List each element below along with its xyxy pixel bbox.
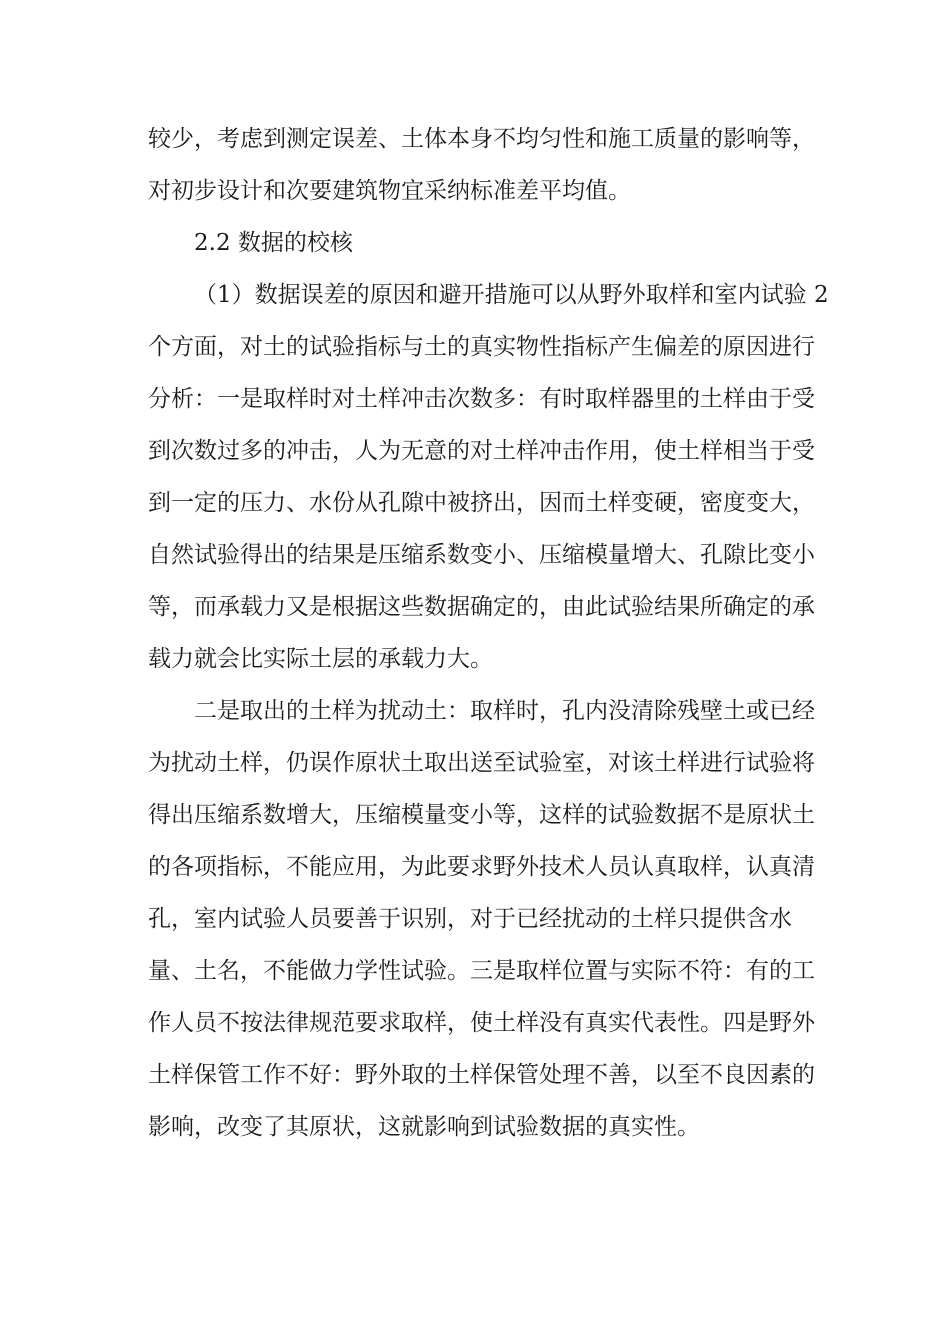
text-line: 对初步设计和次要建筑物宜采纳标准差平均值。 bbox=[148, 178, 631, 204]
text-line: 孔，室内试验人员要善于识别，对于已经扰动的土样只提供含水 bbox=[148, 906, 792, 932]
text-line: 到一定的压力、水份从孔隙中被挤出，因而土样变硬，密度变大， bbox=[148, 490, 815, 516]
text-line: 分析：一是取样时对土样冲击次数多：有时取样器里的土样由于受 bbox=[148, 386, 815, 412]
text-line: 土样保管工作不好：野外取的土样保管处理不善，以至不良因素的 bbox=[148, 1062, 815, 1088]
text-line: 的各项指标，不能应用，为此要求野外技术人员认真取样，认真清 bbox=[148, 854, 815, 880]
text-line: 个方面，对土的试验指标与土的真实物性指标产生偏差的原因进行 bbox=[148, 334, 815, 360]
text-line: 较少，考虑到测定误差、土体本身不均匀性和施工质量的影响等， bbox=[148, 126, 815, 152]
text-line: 得出压缩系数增大，压缩模量变小等，这样的试验数据不是原状土 bbox=[148, 802, 815, 828]
text-line: 量、土名，不能做力学性试验。三是取样位置与实际不符：有的工 bbox=[148, 958, 815, 984]
text-line: （1）数据误差的原因和避开措施可以从野外取样和室内试验 2 bbox=[194, 282, 829, 308]
text-line: 载力就会比实际土层的承载力大。 bbox=[148, 646, 493, 672]
text-line: 作人员不按法律规范要求取样，使土样没有真实代表性。四是野外 bbox=[148, 1010, 815, 1036]
text-line: 等，而承载力又是根据这些数据确定的，由此试验结果所确定的承 bbox=[148, 594, 815, 620]
text-line: 影响，改变了其原状，这就影响到试验数据的真实性。 bbox=[148, 1114, 700, 1140]
section-heading: 2.2 数据的校核 bbox=[194, 230, 353, 256]
text-line: 二是取出的土样为扰动土：取样时，孔内没清除残壁土或已经 bbox=[194, 698, 815, 724]
text-line: 到次数过多的冲击，人为无意的对土样冲击作用，使土样相当于受 bbox=[148, 438, 815, 464]
text-line: 自然试验得出的结果是压缩系数变小、压缩模量增大、孔隙比变小 bbox=[148, 542, 815, 568]
text-line: 为扰动土样，仍误作原状土取出送至试验室，对该土样进行试验将 bbox=[148, 750, 815, 776]
